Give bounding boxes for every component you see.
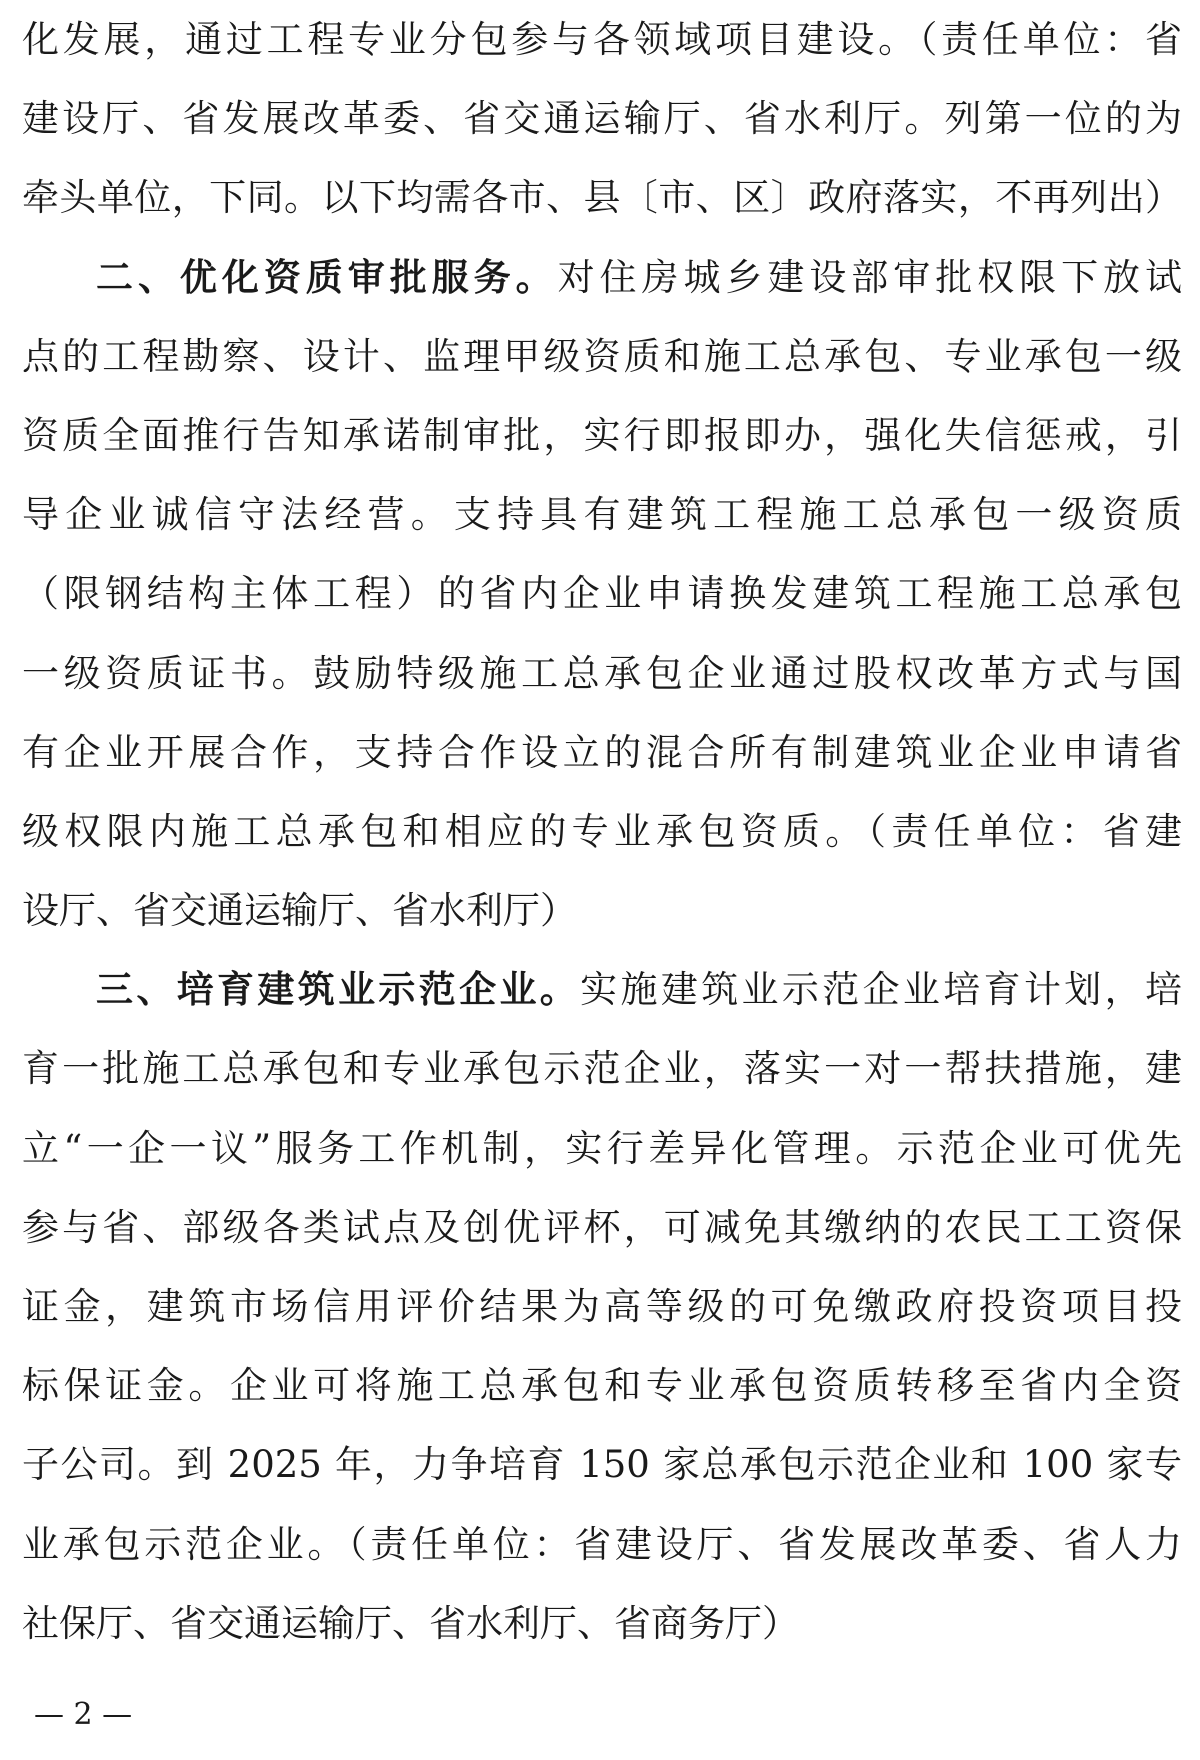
- text-line: 业承包示范企业。（责任单位：省建设厅、省发展改革委、省人力: [22, 1522, 1182, 1566]
- text-run: 实施建筑业示范企业培育计划，培: [580, 968, 1183, 1012]
- text-line: 化发展，通过工程专业分包参与各领域项目建设。（责任单位：省: [22, 18, 1182, 61]
- text-line: （限钢结构主体工程）的省内企业申请换发建筑工程施工总承包: [22, 572, 1182, 616]
- text-line: 育一批施工总承包和专业承包示范企业，落实一对一帮扶措施，建: [22, 1047, 1182, 1091]
- text-line: 参与省、部级各类试点及创优评杯，可减免其缴纳的农民工工资保: [22, 1205, 1182, 1249]
- text-line: 一级资质证书。鼓励特级施工总承包企业通过股权改革方式与国: [22, 651, 1182, 695]
- text-line: 级权限内施工总承包和相应的专业承包资质。（责任单位：省建: [22, 809, 1182, 853]
- text-line: 设厅、省交通运输厅、省水利厅）: [22, 889, 577, 933]
- text-line: 证金，建筑市场信用评价结果为高等级的可免缴政府投资项目投: [22, 1285, 1182, 1328]
- text-line: 导企业诚信守法经营。支持具有建筑工程施工总承包一级资质: [22, 493, 1182, 537]
- section-heading: 二、优化资质审批服务。: [96, 255, 558, 299]
- text-line: 建设厅、省发展改革委、省交通运输厅、省水利厅。列第一位的为: [22, 97, 1182, 141]
- text-line: 资质全面推行告知承诺制审批，实行即报即办，强化失信惩戒，引: [22, 413, 1182, 457]
- text-line: 标保证金。企业可将施工总承包和专业承包资质转移至省内全资: [22, 1364, 1182, 1408]
- text-run: 对住房城乡建设部审批权限下放试: [557, 255, 1183, 299]
- text-line: 牵头单位，下同。以下均需各市、县〔市、区〕政府落实，不再列出）: [22, 176, 1182, 220]
- text-line: 社保厅、省交通运输厅、省水利厅、省商务厅）: [22, 1601, 799, 1645]
- body-text: [22, 0, 1182, 1663]
- section-heading-line: [22, 950, 1182, 1029]
- section-heading-line: [22, 238, 1182, 317]
- text-line: 立“一企一议”服务工作机制，实行差异化管理。示范企业可优先: [22, 1126, 1182, 1170]
- text-line: 有企业开展合作，支持合作设立的混合所有制建筑业企业申请省: [22, 730, 1182, 774]
- page-number: — 2 —: [34, 1697, 133, 1732]
- text-line: 子公司。到 2025 年，力争培育 150 家总承包示范企业和 100 家专: [22, 1443, 1182, 1487]
- text-line: 点的工程勘察、设计、监理甲级资质和施工总承包、专业承包一级: [22, 334, 1182, 378]
- section-heading: 三、培育建筑业示范企业。: [96, 968, 581, 1012]
